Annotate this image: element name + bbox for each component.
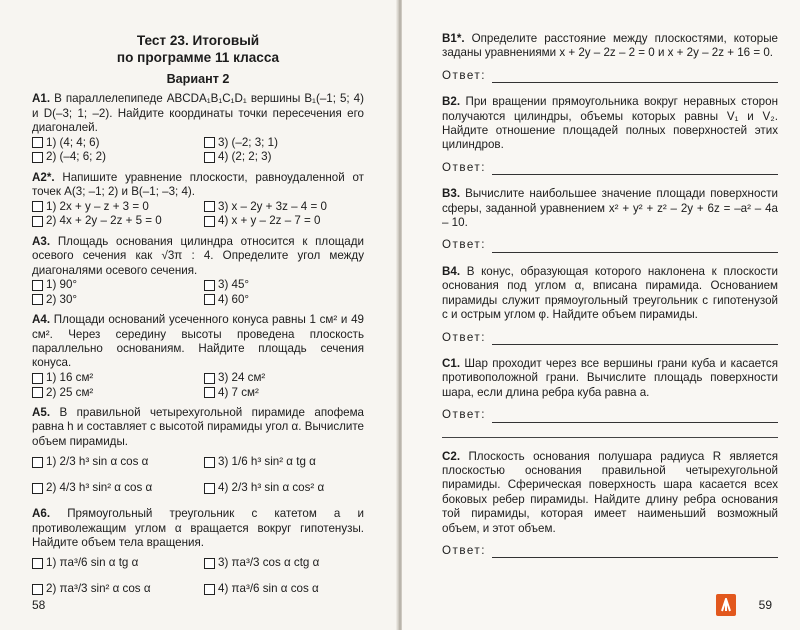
answer-line <box>442 69 778 83</box>
title-line-2: по программе 11 класса <box>116 50 280 65</box>
option-text: 3) πa³/3 cos α ctg α <box>218 556 320 570</box>
task-a2 <box>32 171 364 229</box>
answer-option[interactable] <box>204 278 364 293</box>
task-a5 <box>32 406 364 501</box>
option-text: 2) 4x + 2y – 2z + 5 = 0 <box>46 214 162 228</box>
answer-field[interactable] <box>492 71 778 83</box>
option-text: 4) πa³/6 sin α cos α <box>218 582 319 596</box>
checkbox-icon[interactable] <box>32 558 43 569</box>
option-text: 3) 1/6 h³ sin² α tg α <box>218 455 316 469</box>
answer-option[interactable] <box>204 576 364 602</box>
checkbox-icon[interactable] <box>204 137 215 148</box>
answer-option[interactable] <box>204 136 364 151</box>
answer-option[interactable] <box>32 136 204 151</box>
answer-option[interactable] <box>32 214 204 229</box>
option-text: 1) 2/3 h³ sin α cos α <box>46 455 149 469</box>
task-text: При вращении прямоугольника вокруг неравных сторон получаются цилиндры, объемы которых равны V₁ и V₂. Найдите отношение площадей полных поверхностей этих цилиндров. <box>442 95 778 152</box>
task-label: В4. <box>442 264 461 278</box>
answer-line <box>442 161 778 175</box>
answer-option[interactable] <box>204 214 364 229</box>
task-a5-options <box>32 449 364 501</box>
option-text: 2) πa³/3 sin² α cos α <box>46 582 151 596</box>
task-text: В правильной четырехугольной пирамиде апофема равна h и составляет с высотой пирамиды угол α. Вычислите объем пирамиды. <box>32 406 364 448</box>
page-number-left: 58 <box>32 598 46 612</box>
option-text: 3) 24 см² <box>218 370 266 384</box>
answer-option[interactable] <box>204 385 364 400</box>
answer-option[interactable] <box>32 371 204 386</box>
answer-extra-line[interactable] <box>442 431 778 438</box>
task-label: В3. <box>442 187 461 201</box>
option-text: 4) x + y – 2z – 7 = 0 <box>218 214 321 228</box>
checkbox-icon[interactable] <box>32 216 43 227</box>
right-page <box>402 0 800 630</box>
answer-option[interactable] <box>204 150 364 165</box>
task-label: А1. <box>32 92 51 106</box>
task-text: Площадь основания цилиндра относится к площади осевого сечения как √3π : 4. Определите угол между диагоналями осевого сечения. <box>32 234 364 277</box>
answer-label: Ответ: <box>442 330 486 344</box>
answer-field[interactable] <box>492 333 778 345</box>
task-a1 <box>32 92 364 164</box>
answer-option[interactable] <box>32 475 204 501</box>
task-a6-options <box>32 550 364 602</box>
page-number-right: 59 <box>758 598 772 612</box>
checkbox-icon[interactable] <box>32 483 43 494</box>
option-text: 1) (4; 4; 6) <box>46 135 100 149</box>
task-label: С2. <box>442 449 461 463</box>
option-text: 2) (–4; 6; 2) <box>46 150 106 164</box>
answer-option[interactable] <box>32 200 204 215</box>
task-label: А5. <box>32 406 51 420</box>
task-a3-question <box>32 235 364 278</box>
task-b1-question <box>442 32 778 61</box>
checkbox-icon[interactable] <box>204 216 215 227</box>
answer-label: Ответ: <box>442 68 486 82</box>
task-text: Прямоугольный треугольник с катетом a и противолежащим углом α вращается вокруг гипотенузы. Найдите объем тела вращения. <box>32 507 364 550</box>
answer-field[interactable] <box>492 411 778 423</box>
option-text: 3) (–2; 3; 1) <box>218 135 278 149</box>
answer-option[interactable] <box>32 550 204 576</box>
checkbox-icon[interactable] <box>32 280 43 291</box>
task-b3 <box>442 187 778 253</box>
answer-label: Ответ: <box>442 238 486 252</box>
answer-option[interactable] <box>32 385 204 400</box>
answer-field[interactable] <box>492 241 778 253</box>
task-c1 <box>442 357 778 438</box>
task-c2-question <box>442 450 778 536</box>
task-a2-options <box>32 200 364 229</box>
answer-option[interactable] <box>32 150 204 165</box>
checkbox-icon[interactable] <box>204 201 215 212</box>
checkbox-icon[interactable] <box>32 584 43 595</box>
task-b2-question <box>442 95 778 153</box>
task-text: Плоскость основания полушара радиуса R является плоскостью основания правильной четырехугольной пирамиды. Сферическая поверхность шара касается всех боковых ребер пирамиды. Найдите длину ребра основания той пирамиды, которая имеет наименьший возможный объем, и этот объем. <box>442 449 778 535</box>
answer-label: Ответ: <box>442 160 486 174</box>
option-text: 4) 7 см² <box>218 385 259 399</box>
task-b4-question <box>442 265 778 323</box>
test-title <box>32 32 364 66</box>
answer-option[interactable] <box>32 449 204 475</box>
checkbox-icon[interactable] <box>32 373 43 384</box>
task-label: В1*. <box>442 32 465 45</box>
variant-heading: Вариант 2 <box>166 72 230 86</box>
option-text: 2) 30° <box>46 292 78 306</box>
checkbox-icon[interactable] <box>204 387 215 398</box>
task-text: Напишите уравнение плоскости, равноудаленной от точек A(3; –1; 2) и B(–1; –3; 4). <box>32 170 364 199</box>
option-text: 1) 90° <box>46 278 78 292</box>
task-b1 <box>442 32 778 83</box>
checkbox-icon[interactable] <box>204 294 215 305</box>
checkbox-icon[interactable] <box>204 373 215 384</box>
answer-line <box>442 544 778 558</box>
task-c2 <box>442 450 778 559</box>
left-page <box>0 0 398 630</box>
task-label: А4. <box>32 313 51 327</box>
answer-option[interactable] <box>204 475 364 501</box>
option-text: 1) πa³/6 sin α tg α <box>46 556 139 570</box>
option-text: 4) 2/3 h³ sin α cos² α <box>218 481 325 495</box>
answer-option[interactable] <box>204 200 364 215</box>
publisher-logo-icon <box>716 594 736 616</box>
answer-option[interactable] <box>204 371 364 386</box>
checkbox-icon[interactable] <box>32 387 43 398</box>
checkbox-icon[interactable] <box>32 294 43 305</box>
task-label: В2. <box>442 95 461 109</box>
answer-option[interactable] <box>204 550 364 576</box>
task-label: С1. <box>442 356 461 370</box>
task-a5-question <box>32 406 364 449</box>
answer-line <box>442 238 778 252</box>
checkbox-icon[interactable] <box>32 457 43 468</box>
checkbox-icon[interactable] <box>204 457 215 468</box>
task-text: В конус, образующая которого наклонена к плоскости основания под углом α, вписана пирамида. Основанием пирамиды служит прямоугольный треугольник с гипотенузой c и острым углом φ. Найдите объем пирамиды. <box>442 264 778 322</box>
logo-glyph <box>720 598 732 612</box>
answer-option[interactable] <box>204 449 364 475</box>
answer-label: Ответ: <box>442 408 486 422</box>
answer-option[interactable] <box>32 576 204 602</box>
checkbox-icon[interactable] <box>32 152 43 163</box>
task-a2-question <box>32 171 364 200</box>
answer-label: Ответ: <box>442 543 486 557</box>
answer-line <box>442 408 778 422</box>
checkbox-icon[interactable] <box>204 558 215 569</box>
task-c1-question <box>442 357 778 400</box>
task-text: Площади оснований усеченного конуса равны 1 см² и 49 см². Через середину высоты проведена плоскость параллельно основаниям. Найдите площадь сечения конуса. <box>32 313 364 370</box>
task-a4-question <box>32 313 364 371</box>
option-text: 4) (2; 2; 3) <box>218 150 272 164</box>
option-text: 2) 4/3 h³ sin² α cos α <box>46 481 153 495</box>
left-page-content <box>32 32 364 608</box>
task-a3-options <box>32 278 364 307</box>
checkbox-icon[interactable] <box>204 483 215 494</box>
task-label: А2*. <box>32 170 55 184</box>
checkbox-icon[interactable] <box>204 280 215 291</box>
answer-option[interactable] <box>32 293 204 308</box>
task-a4-options <box>32 371 364 400</box>
answer-line <box>442 331 778 345</box>
checkbox-icon[interactable] <box>204 152 215 163</box>
task-text: В параллелепипеде ABCDA₁B₁C₁D₁ вершины B₁(–1; 5; 4) и D(–3; 1; –2). Найдите координаты точки пересечения его диагоналей. <box>32 92 364 135</box>
option-text: 3) x – 2y + 3z – 4 = 0 <box>218 199 327 213</box>
checkbox-icon[interactable] <box>32 201 43 212</box>
task-a4 <box>32 313 364 400</box>
option-text: 2) 25 см² <box>46 385 94 399</box>
task-a1-question <box>32 92 364 135</box>
title-line-1: Тест 23. Итоговый <box>136 33 260 48</box>
task-text: Шар проходит через все вершины грани куба и касается противоположной грани. Вычислите площадь поверхности шара, если длина ребра куба равна a. <box>442 356 778 399</box>
task-a6-question <box>32 507 364 550</box>
option-text: 4) 60° <box>218 292 250 306</box>
task-b4 <box>442 265 778 345</box>
task-b2 <box>442 95 778 175</box>
answer-field[interactable] <box>492 546 778 558</box>
task-a1-options <box>32 136 364 165</box>
answer-option[interactable] <box>204 293 364 308</box>
task-label: А6. <box>32 507 51 521</box>
task-text: Определите расстояние между плоскостями, которые заданы уравнениями x + 2y – 2z – 2 = 0 и x + 2y – 2z + 16 = 0. <box>442 32 778 60</box>
option-text: 1) 2x + y – z + 3 = 0 <box>46 199 149 213</box>
option-text: 3) 45° <box>218 278 250 292</box>
task-a3 <box>32 235 364 307</box>
answer-option[interactable] <box>32 278 204 293</box>
right-page-content <box>442 32 778 570</box>
checkbox-icon[interactable] <box>204 584 215 595</box>
task-text: Вычислите наибольшее значение площади поверхности сферы, заданной уравнением x² + y² + z² – 2y + 6z = –a² – 4a – 10. <box>442 187 778 230</box>
answer-field[interactable] <box>492 163 778 175</box>
task-a6 <box>32 507 364 602</box>
task-b3-question <box>442 187 778 230</box>
task-label: А3. <box>32 234 51 248</box>
option-text: 1) 16 см² <box>46 370 94 384</box>
checkbox-icon[interactable] <box>32 137 43 148</box>
